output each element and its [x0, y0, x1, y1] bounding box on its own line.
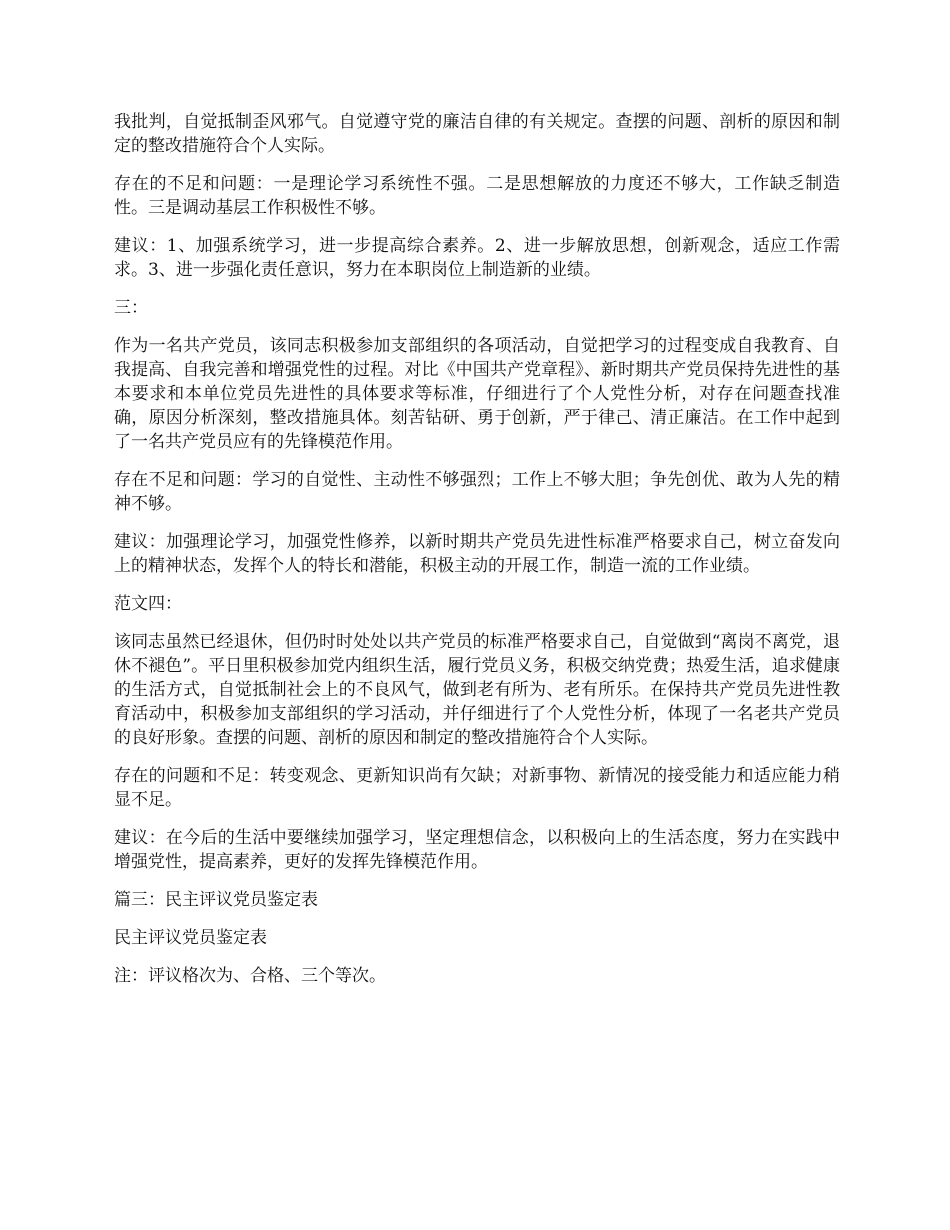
section-heading-sample-four: 范文四：: [114, 594, 182, 614]
section-heading-three: 三：: [114, 298, 148, 318]
paragraph-problems-3: 存在的问题和不足：转变观念、更新知识尚有欠缺；对新事物、新情况的接受能力和适应能力稍显不足。: [114, 766, 840, 810]
form-title: 民主评议党员鉴定表: [114, 928, 267, 948]
paragraph-evaluation-retired: 该同志虽然已经退休，但仍时时处处以共产党员的标准严格要求自己，自觉做到“离岗不离党，退休不褪色”。平日里积极参加党内组织生活，履行党员义务，积极交纳党费；热爱生活，追求健康的生活方式，自觉抵制社会上的不良风气，做到老有所为、老有所乐。在保持共产党员先进性教育活动中，积极参加支部组织的学习活动，并仔细进行了个人党性分析，体现了一名老共产党员的良好形象。查摆的问题、剖析的原因和制定的整改措施符合个人实际。: [114, 632, 840, 748]
paragraph-evaluation-2: 作为一名共产党员，该同志积极参加支部组织的各项活动，自觉把学习的过程变成自我教育、自我提高、自我完善和增强党性的过程。对比《中国共产党章程》、新时期共产党员保持先进性的基本要求和本单位党员先进性的具体要求等标准，仔细进行了个人党性分析，对存在问题查找准确，原因分析深刻，整改措施具体。刻苦钻研、勇于创新，严于律己、清正廉洁。在工作中起到了一名共产党员应有的先锋模范作用。: [114, 336, 840, 452]
section-heading-part-three: 篇三：民主评议党员鉴定表: [114, 890, 318, 910]
paragraph-problems-2: 存在不足和问题：学习的自觉性、主动性不够强烈；工作上不够大胆；争先创优、敢为人先的精神不够。: [114, 470, 840, 514]
form-note: 注：评议格次为、合格、三个等次。: [114, 966, 386, 986]
paragraph-suggestions-3: 建议：在今后的生活中要继续加强学习，坚定理想信念，以积极向上的生活态度，努力在实践中增强党性，提高素养，更好的发挥先锋模范作用。: [114, 828, 840, 872]
paragraph-self-criticism: 我批判，自觉抵制歪风邪气。自觉遵守党的廉洁自律的有关规定。查摆的问题、剖析的原因和制定的整改措施符合个人实际。: [114, 112, 840, 156]
paragraph-suggestions-1: 建议：1、加强系统学习，进一步提高综合素养。2、进一步解放思想，创新观念，适应工作需求。3、进一步强化责任意识，努力在本职岗位上制造新的业绩。: [114, 236, 840, 280]
document-body: [114, 110, 840, 1002]
paragraph-problems-1: 存在的不足和问题：一是理论学习系统性不强。二是思想解放的力度还不够大，工作缺乏制造性。三是调动基层工作积极性不够。: [114, 174, 840, 218]
paragraph-suggestions-2: 建议：加强理论学习，加强党性修养，以新时期共产党员先进性标准严格要求自己，树立奋发向上的精神状态，发挥个人的特长和潜能，积极主动的开展工作，制造一流的工作业绩。: [114, 532, 840, 576]
